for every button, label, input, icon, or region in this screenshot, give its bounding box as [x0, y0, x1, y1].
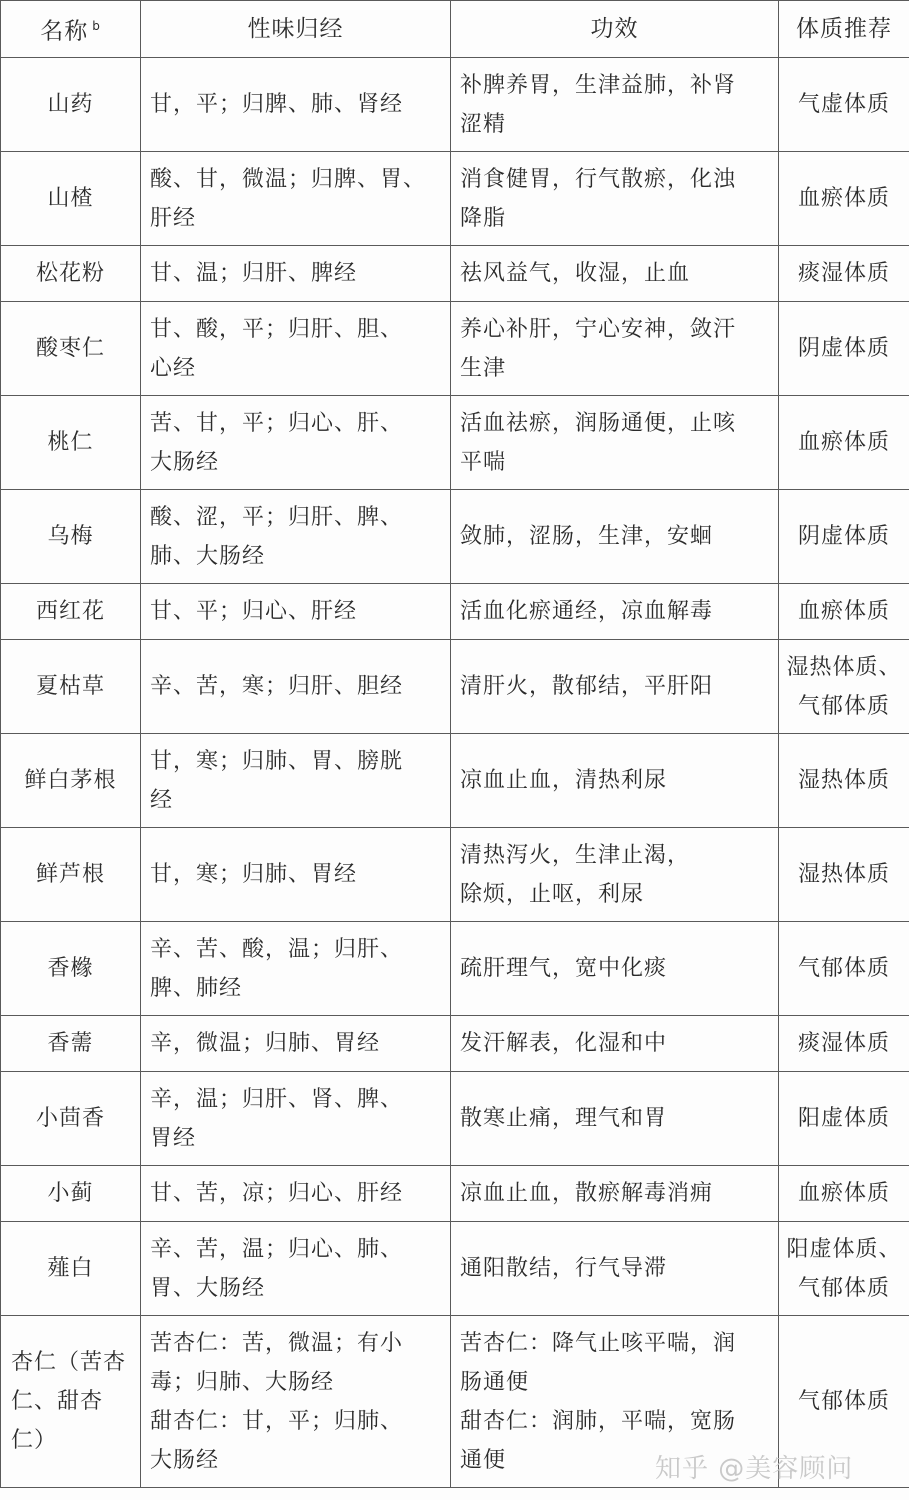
property-cell [141, 396, 451, 490]
property-cell-text: 甘、温；归肝、脾经 [150, 261, 358, 286]
constitution-cell [779, 152, 909, 246]
effect-cell-text: 通便 [460, 1447, 507, 1473]
property-cell-text: 脾、肺经 [150, 975, 243, 1001]
name-cell-text: 鲜白茅根 [24, 768, 117, 793]
effect-cell [451, 1222, 779, 1316]
property-cell-text: 大肠经 [150, 1447, 220, 1473]
property-cell-text: 心经 [150, 355, 197, 381]
effect-cell-text: 平喘 [460, 449, 507, 475]
property-cell-text: 毒；归肺、大肠经 [150, 1369, 335, 1395]
property-cell-text: 辛，微温；归肺、胃经 [150, 1031, 381, 1056]
table-row [1, 1016, 909, 1072]
name-cell [1, 1222, 141, 1316]
table-row [1, 152, 909, 246]
name-cell [1, 922, 141, 1016]
effect-cell-text: 发汗解表，化湿和中 [460, 1031, 668, 1056]
table-header-row [1, 1, 909, 58]
table-row [1, 302, 909, 396]
table-row [1, 1166, 909, 1222]
constitution-cell-text: 血瘀体质 [797, 186, 890, 211]
name-cell-text: 香薷 [47, 1031, 94, 1056]
constitution-cell-text: 阳虚体质 [797, 1106, 890, 1131]
constitution-cell [779, 922, 909, 1016]
property-cell [141, 1222, 451, 1316]
effect-cell [451, 1016, 779, 1072]
effect-cell [451, 396, 779, 490]
name-cell [1, 152, 141, 246]
property-cell-text: 肝经 [150, 205, 197, 231]
name-cell [1, 1072, 141, 1166]
effect-cell-text: 甜杏仁：润肺，平喘，宽肠 [460, 1408, 737, 1434]
name-cell-text: 香橼 [47, 956, 94, 981]
property-cell [141, 922, 451, 1016]
constitution-cell [779, 302, 909, 396]
property-cell-text: 苦、甘，平；归心、肝、 [150, 410, 404, 436]
table-row [1, 640, 909, 734]
constitution-cell [779, 828, 909, 922]
watermark: 知乎 @美容顾问 [655, 1454, 854, 1484]
property-cell-text: 酸、甘，微温；归脾、胃、 [150, 166, 427, 192]
name-cell [1, 1166, 141, 1222]
property-cell-text: 胃、大肠经 [150, 1275, 266, 1301]
table-row [1, 58, 909, 152]
property-cell [141, 584, 451, 640]
name-cell-text: 仁、甜杏 [11, 1389, 104, 1414]
name-cell [1, 1016, 141, 1072]
constitution-cell [779, 584, 909, 640]
name-cell [1, 58, 141, 152]
effect-cell-text: 涩精 [460, 111, 507, 137]
constitution-cell-text: 血瘀体质 [797, 430, 890, 455]
property-cell-text: 酸、涩，平；归肝、脾、 [150, 504, 404, 530]
property-cell-text: 甜杏仁：甘，平；归肺、 [150, 1408, 404, 1434]
constitution-cell-text: 湿热体质 [797, 768, 890, 793]
property-cell-text: 甘、苦，凉；归心、肝经 [150, 1181, 404, 1206]
name-cell [1, 734, 141, 828]
name-cell-text: 乌梅 [47, 524, 94, 549]
name-cell-text: 鲜芦根 [35, 862, 105, 887]
effect-cell [451, 490, 779, 584]
property-cell [141, 58, 451, 152]
property-cell-text: 甘、平；归心、肝经 [150, 599, 358, 624]
constitution-cell-text: 痰湿体质 [797, 1031, 890, 1056]
property-cell-text: 胃经 [150, 1125, 197, 1151]
constitution-cell-text: 气郁体质 [797, 1389, 890, 1414]
constitution-cell [779, 246, 909, 302]
table-row [1, 734, 909, 828]
property-cell-text: 甘，寒；归肺、胃、膀胱 [150, 748, 404, 774]
property-cell [141, 1016, 451, 1072]
effect-cell-text: 凉血止血，散瘀解毒消痈 [460, 1181, 714, 1206]
constitution-cell [779, 1072, 909, 1166]
constitution-cell-text: 湿热体质 [797, 862, 890, 887]
property-cell [141, 246, 451, 302]
effect-cell-text: 苦杏仁：降气止咳平喘，润 [460, 1330, 737, 1356]
property-cell [141, 640, 451, 734]
name-cell [1, 828, 141, 922]
property-cell-text: 辛、苦，温；归心、肺、 [150, 1236, 404, 1262]
effect-cell-text: 清肝火，散郁结，平肝阳 [460, 674, 714, 699]
effect-cell-text: 除烦，止呕，利尿 [460, 881, 645, 907]
property-cell-text: 辛，温；归肝、肾、脾、 [150, 1086, 404, 1112]
property-cell [141, 152, 451, 246]
effect-cell-text: 消食健胃，行气散瘀，化浊 [460, 166, 737, 192]
effect-cell [451, 828, 779, 922]
constitution-cell-text: 阴虚体质 [797, 524, 890, 549]
effect-cell [451, 734, 779, 828]
effect-cell-text: 降脂 [460, 205, 507, 231]
constitution-cell [779, 490, 909, 584]
effect-cell-text: 祛风益气，收湿，止血 [460, 261, 691, 286]
name-cell [1, 396, 141, 490]
effect-cell-text: 清热泻火，生津止渴， [460, 842, 691, 868]
name-cell-text: 小蓟 [47, 1181, 94, 1206]
name-cell-text: 仁） [11, 1428, 58, 1453]
header-name [1, 1, 141, 58]
property-cell-text: 辛、苦，寒；归肝、胆经 [150, 674, 404, 699]
table-row [1, 584, 909, 640]
constitution-cell-text: 气郁体质 [797, 693, 890, 719]
effect-cell [451, 246, 779, 302]
effect-cell [451, 922, 779, 1016]
name-cell-text: 薤白 [47, 1256, 94, 1281]
property-cell-text: 肺、大肠经 [150, 543, 266, 569]
name-cell-text: 杏仁（苦杏 [11, 1350, 127, 1375]
name-cell-text: 小茴香 [35, 1106, 105, 1131]
effect-cell-text: 活血祛瘀，润肠通便，止咳 [460, 410, 737, 436]
constitution-cell [779, 396, 909, 490]
effect-cell-text: 养心补肝，宁心安神，敛汗 [460, 316, 737, 342]
property-cell-text: 苦杏仁：苦，微温；有小 [150, 1330, 404, 1356]
effect-cell-text: 散寒止痛，理气和胃 [460, 1106, 668, 1131]
name-cell-text: 夏枯草 [35, 674, 105, 699]
name-cell [1, 302, 141, 396]
constitution-cell-text: 阴虚体质 [797, 336, 890, 361]
effect-cell-text: 通阳散结，行气导滞 [460, 1256, 668, 1281]
table-row [1, 490, 909, 584]
constitution-cell-text: 气虚体质 [797, 92, 890, 117]
table-row [1, 922, 909, 1016]
property-cell [141, 1166, 451, 1222]
property-cell-text: 甘、酸，平；归肝、胆、 [150, 316, 404, 342]
property-cell-text: 辛、苦、酸，温；归肝、 [150, 936, 404, 962]
table-body [1, 58, 909, 1488]
constitution-cell [779, 1016, 909, 1072]
name-cell-text: 松花粉 [35, 261, 105, 286]
name-cell-text: 山楂 [47, 186, 94, 211]
name-cell [1, 246, 141, 302]
name-cell-text: 酸枣仁 [35, 336, 105, 361]
header-effect: 功效 [451, 1, 779, 58]
property-cell-text: 甘，平；归脾、肺、肾经 [150, 92, 404, 117]
table-row [1, 246, 909, 302]
effect-cell [451, 1072, 779, 1166]
effect-cell-text: 敛肺，涩肠，生津，安蛔 [460, 524, 714, 549]
effect-cell-text: 肠通便 [460, 1369, 530, 1395]
effect-cell-text: 补脾养胃，生津益肺，补肾 [460, 72, 737, 98]
constitution-cell-text: 气郁体质 [797, 1275, 890, 1301]
constitution-cell [779, 1166, 909, 1222]
table-row [1, 1222, 909, 1316]
effect-cell-text: 疏肝理气，宽中化痰 [460, 956, 668, 981]
constitution-cell-text: 阳虚体质、 [786, 1236, 902, 1262]
effect-cell [451, 58, 779, 152]
name-cell [1, 1316, 141, 1488]
name-cell-text: 山药 [47, 92, 94, 117]
property-cell [141, 302, 451, 396]
header-constitution: 体质推荐 [779, 1, 909, 58]
name-cell-text: 西红花 [35, 599, 105, 624]
name-cell-text: 桃仁 [47, 430, 94, 455]
name-cell [1, 640, 141, 734]
effect-cell [451, 640, 779, 734]
effect-cell [451, 584, 779, 640]
property-cell [141, 1072, 451, 1166]
constitution-cell-text: 痰湿体质 [797, 261, 890, 286]
property-cell-text: 甘，寒；归肺、胃经 [150, 862, 358, 887]
effect-cell-text: 生津 [460, 355, 507, 381]
header-property: 性味归经 [141, 1, 451, 58]
property-cell [141, 1316, 451, 1488]
constitution-cell [779, 640, 909, 734]
name-cell [1, 490, 141, 584]
property-cell-text: 大肠经 [150, 449, 220, 475]
table-row [1, 396, 909, 490]
constitution-cell [779, 58, 909, 152]
property-cell [141, 828, 451, 922]
constitution-cell-text: 血瘀体质 [797, 599, 890, 624]
table-row [1, 828, 909, 922]
header-name-label: 名称 [40, 18, 89, 45]
constitution-cell-text: 湿热体质、 [786, 654, 902, 680]
table-row [1, 1072, 909, 1166]
constitution-cell [779, 1222, 909, 1316]
constitution-cell-text: 气郁体质 [797, 956, 890, 981]
constitution-cell [779, 734, 909, 828]
effect-cell-text: 凉血止血，清热利尿 [460, 768, 668, 793]
property-cell [141, 734, 451, 828]
property-cell-text: 经 [150, 787, 174, 813]
effect-cell [451, 1166, 779, 1222]
header-name-footnote-mark: b [92, 18, 101, 33]
effect-cell [451, 152, 779, 246]
constitution-cell-text: 血瘀体质 [797, 1181, 890, 1206]
effect-cell-text: 活血化瘀通经，凉血解毒 [460, 599, 714, 624]
effect-cell [451, 302, 779, 396]
property-cell [141, 490, 451, 584]
name-cell [1, 584, 141, 640]
